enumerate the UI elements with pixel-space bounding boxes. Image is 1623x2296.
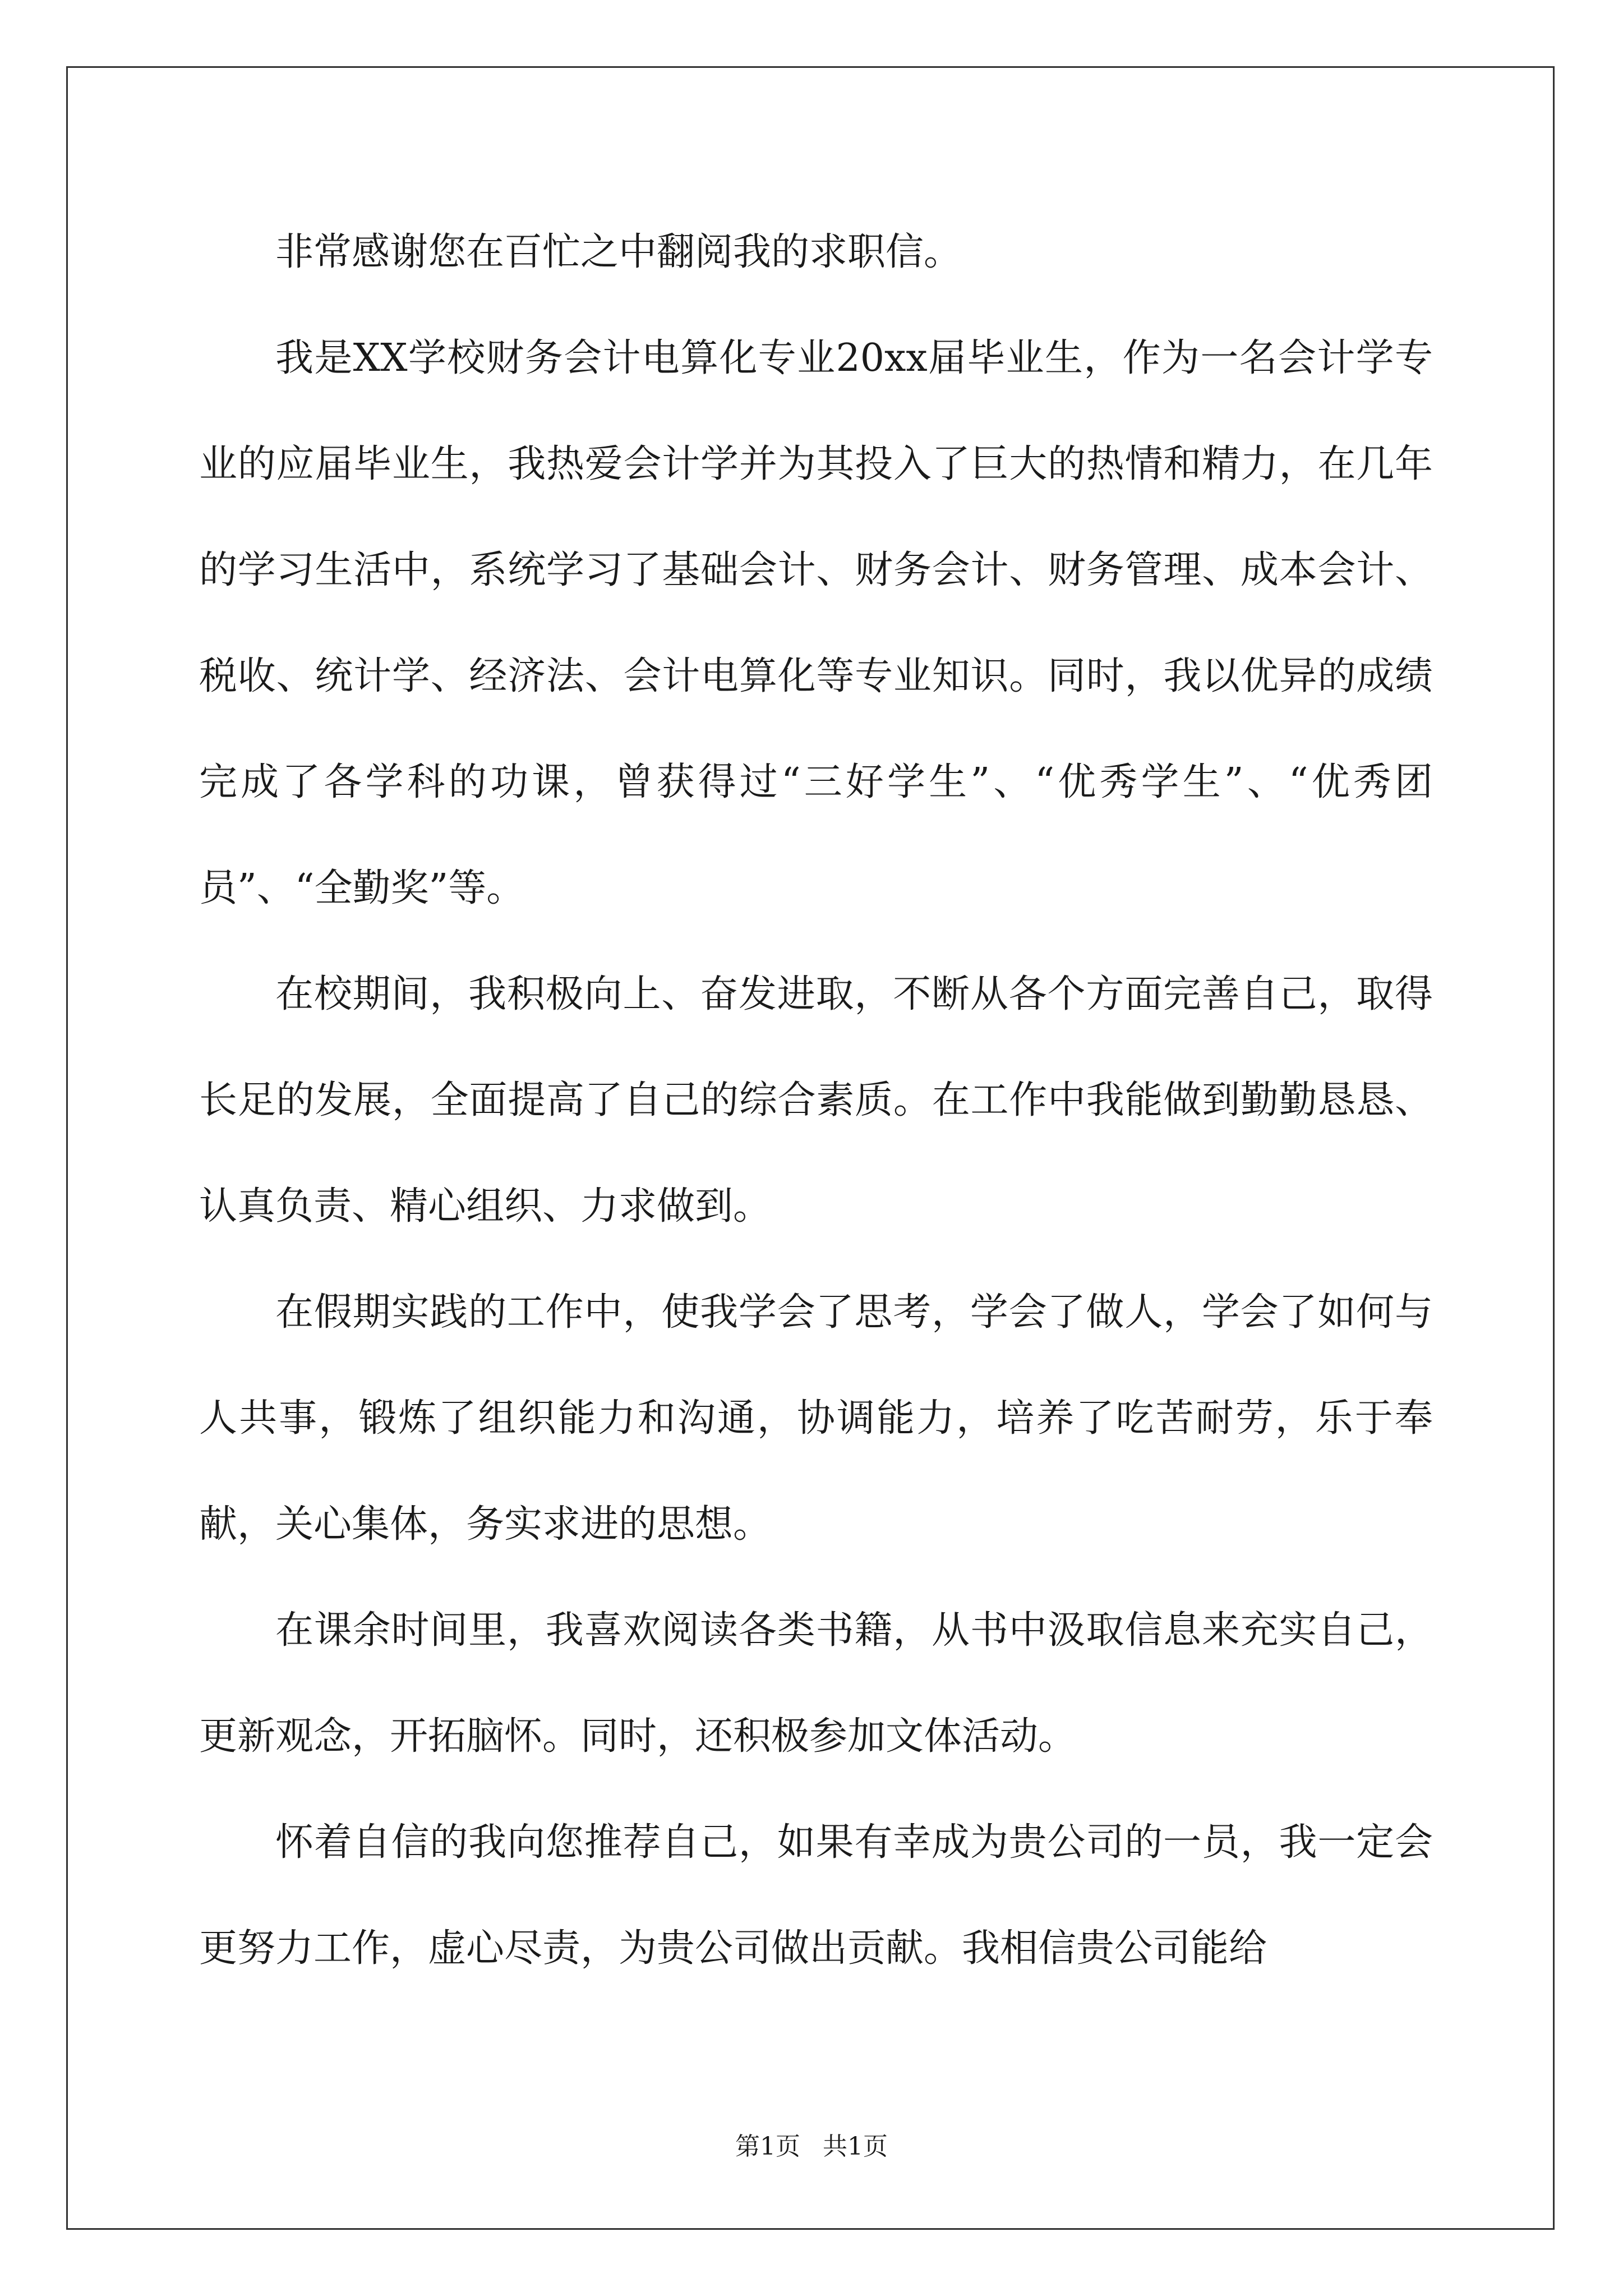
- paragraph: 在假期实践的工作中，使我学会了思考，学会了做人，学会了如何与人共事，锻炼了组织能力和沟通，协调能力，培养了吃苦耐劳，乐于奉献，关心集体，务实求进的思想。: [199, 1290, 1433, 1547]
- page-number: 第1页: [735, 2132, 800, 2161]
- paragraph: 怀着自信的我向您推荐自己，如果有幸成为贵公司的一员，我一定会更努力工作，虚心尽责，为贵公司做出贡献。我相信贵公司能给: [199, 1820, 1433, 1971]
- paragraph: 在课余时间里，我喜欢阅读各类书籍，从书中汲取信息来充实自己，更新观念，开拓脑怀。同时，还积极参加文体活动。: [199, 1608, 1433, 1759]
- page-footer: [0, 2130, 1623, 2164]
- paragraph: 在校期间，我积极向上、奋发进取，不断从各个方面完善自己，取得长足的发展，全面提高了自己的综合素质。在工作中我能做到勤勤恳恳、认真负责、精心组织、力求做到。: [199, 972, 1433, 1228]
- paragraph: 我是XX学校财务会计电算化专业20xx届毕业生，作为一名会计学专业的应届毕业生，我热爱会计学并为其投入了巨大的热情和精力，在几年的学习生活中，系统学习了基础会计、财务会计、财务管理、成本会计、税收、统计学、经济法、会计电算化等专业知识。同时，我以优异的成绩完成了各学科的功课，曾获得过“三好学生”、“优秀学生”、“优秀团员”、“全勤奖”等。: [199, 336, 1433, 910]
- letter-body: [199, 199, 1433, 2001]
- paragraph: 非常感谢您在百忙之中翻阅我的求职信。: [275, 230, 962, 274]
- page-total: 共1页: [823, 2132, 888, 2161]
